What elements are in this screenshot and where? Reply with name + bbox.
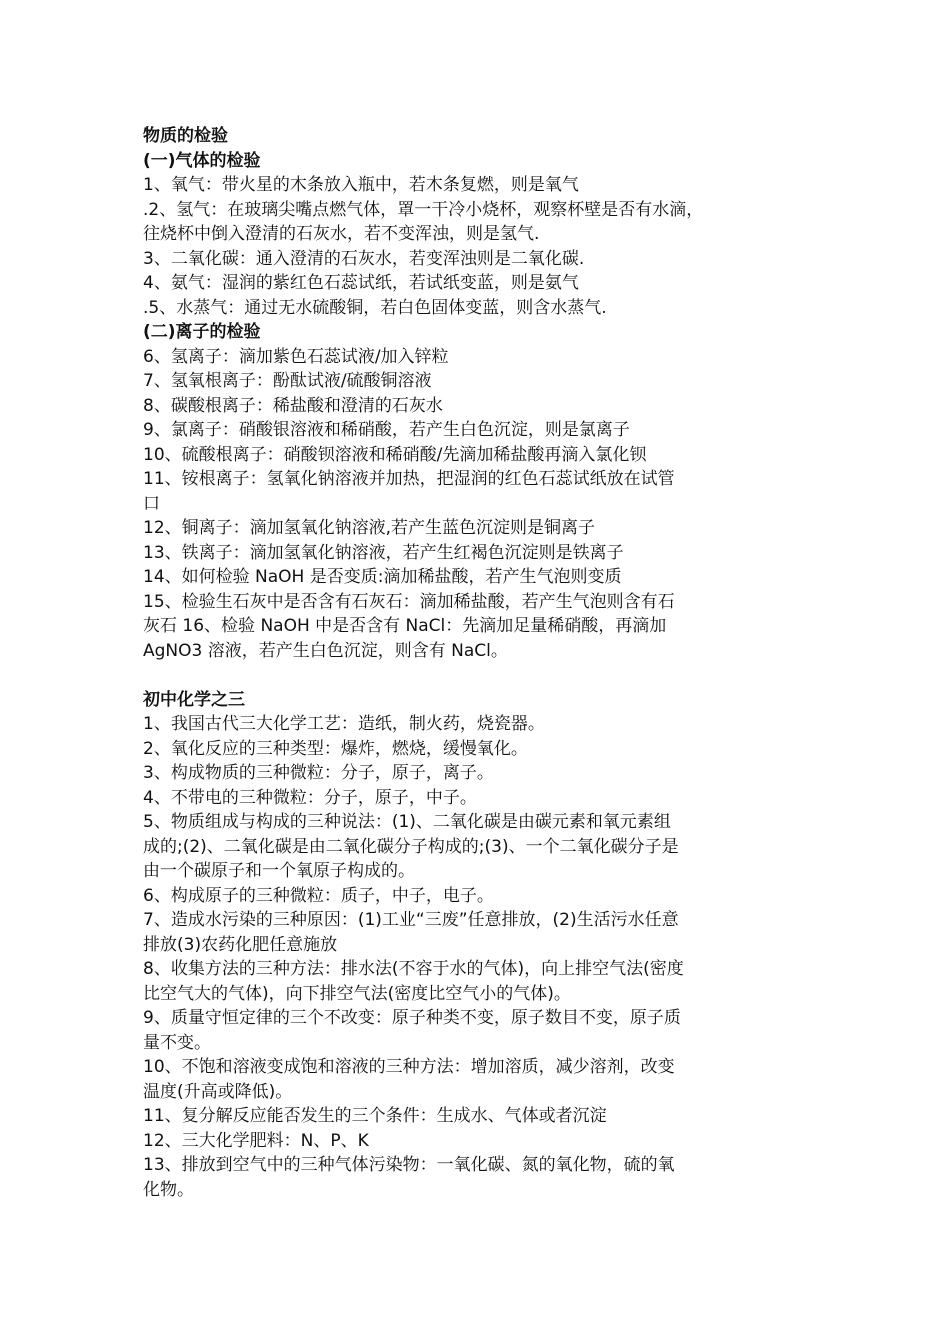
- text-line: 2、氧化反应的三种类型：爆炸，燃烧，缓慢氧化。: [143, 738, 528, 759]
- text-line: 比空气大的气体)，向下排空气法(密度比空气小的气体)。: [143, 983, 571, 1004]
- text-line: 5、物质组成与构成的三种说法：(1)、二氧化碳是由碳元素和氧元素组: [143, 812, 671, 832]
- text-line: 11、复分解反应能否发生的三个条件：生成水、气体或者沉淀: [143, 1106, 607, 1126]
- text-line: 13、铁离子：滴加氢氧化钠溶液，若产生红褐色沉淀则是铁离子: [143, 542, 624, 563]
- text-line: 灰石 16、检验 NaOH 中是否含有 NaCl：先滴加足量稀硝酸，再滴加: [143, 616, 667, 636]
- text-line: 口: [143, 493, 160, 514]
- text-line: 3、二氧化碳：通入澄清的石灰水，若变浑浊则是二氧化碳.: [143, 248, 585, 269]
- text-line: 3、构成物质的三种微粒：分子，原子，离子。: [143, 763, 494, 783]
- text-line: 9、质量守恒定律的三个不改变：原子种类不变，原子数目不变，原子质: [143, 1008, 681, 1028]
- text-line: 10、硫酸根离子：硝酸钡溶液和稀硝酸/先滴加稀盐酸再滴入氯化钡: [143, 444, 647, 465]
- subheading-ion-test: (二)离子的检验: [143, 322, 261, 342]
- text-line: 12、三大化学肥料：N、P、K: [143, 1130, 369, 1151]
- section-title-substance-test: 物质的检验: [143, 126, 228, 146]
- text-line: .5、水蒸气：通过无水硫酸铜，若白色固体变蓝，则含水蒸气.: [143, 297, 607, 318]
- text-line: 15、检验生石灰中是否含有石灰石：滴加稀盐酸，若产生气泡则含有石: [143, 591, 675, 612]
- text-line: 11、铵根离子：氢氧化钠溶液并加热，把湿润的红色石蕊试纸放在试管: [143, 469, 675, 489]
- text-line: 6、构成原子的三种微粒：质子，中子，电子。: [143, 885, 494, 906]
- text-line: 由一个碳原子和一个氧原子构成的。: [143, 861, 415, 881]
- text-line: 量不变。: [143, 1032, 211, 1053]
- text-line: 4、氨气：湿润的紫红色石蕊试纸，若试纸变蓝，则是氨气: [143, 273, 579, 293]
- text-line: 1、氧气：带火星的木条放入瓶中，若木条复燃，则是氧气: [143, 175, 579, 195]
- section-title-chemistry-threes: 初中化学之三: [143, 689, 245, 710]
- text-line: 7、造成水污染的三种原因：(1)工业“三废”任意排放，(2)生活污水任意: [143, 910, 679, 930]
- text-line: 7、氢氧根离子：酚酞试液/硫酸铜溶液: [143, 371, 432, 391]
- text-line: AgNO3 溶液，若产生白色沉淀，则含有 NaCl。: [143, 640, 508, 661]
- text-line: 成的;(2)、二氧化碳是由二氧化碳分子构成的;(3)、一个二氧化碳分子是: [143, 836, 679, 857]
- text-line: 8、收集方法的三种方法：排水法(不容于水的气体)，向上排空气法(密度: [143, 959, 684, 979]
- text-line: 往烧杯中倒入澄清的石灰水，若不变浑浊，则是氢气.: [143, 224, 540, 244]
- text-line: 1、我国古代三大化学工艺：造纸，制火药，烧瓷器。: [143, 714, 545, 734]
- text-line: 12、铜离子：滴加氢氧化钠溶液,若产生蓝色沉淀则是铜离子: [143, 518, 596, 538]
- text-line: 排放(3)农药化肥任意施放: [143, 934, 338, 955]
- text-line: 6、氢离子：滴加紫色石蕊试液/加入锌粒: [143, 346, 449, 367]
- text-line: 14、如何检验 NaOH 是否变质:滴加稀盐酸，若产生气泡则变质: [143, 567, 622, 587]
- text-line: 13、排放到空气中的三种气体污染物：一氧化碳、氮的氧化物，硫的氧: [143, 1155, 675, 1175]
- text-line: 化物。: [143, 1179, 194, 1200]
- subheading-gas-test: (一)气体的检验: [143, 150, 261, 171]
- text-line: 8、碳酸根离子：稀盐酸和澄清的石灰水: [143, 395, 443, 416]
- text-line: 4、不带电的三种微粒：分子，原子，中子。: [143, 787, 477, 808]
- section-spacer: [143, 663, 823, 688]
- text-line: 10、不饱和溶液变成饱和溶液的三种方法：增加溶质，减少溶剂，改变: [143, 1057, 675, 1077]
- text-line: 9、氯离子：硝酸银溶液和稀硝酸，若产生白色沉淀，则是氯离子: [143, 420, 630, 440]
- document-body: [143, 124, 823, 1202]
- text-line: .2、氢气：在玻璃尖嘴点燃气体，罩一干冷小烧杯，观察杯壁是否有水滴，: [143, 199, 704, 220]
- text-line: 温度(升高或降低)。: [143, 1081, 293, 1102]
